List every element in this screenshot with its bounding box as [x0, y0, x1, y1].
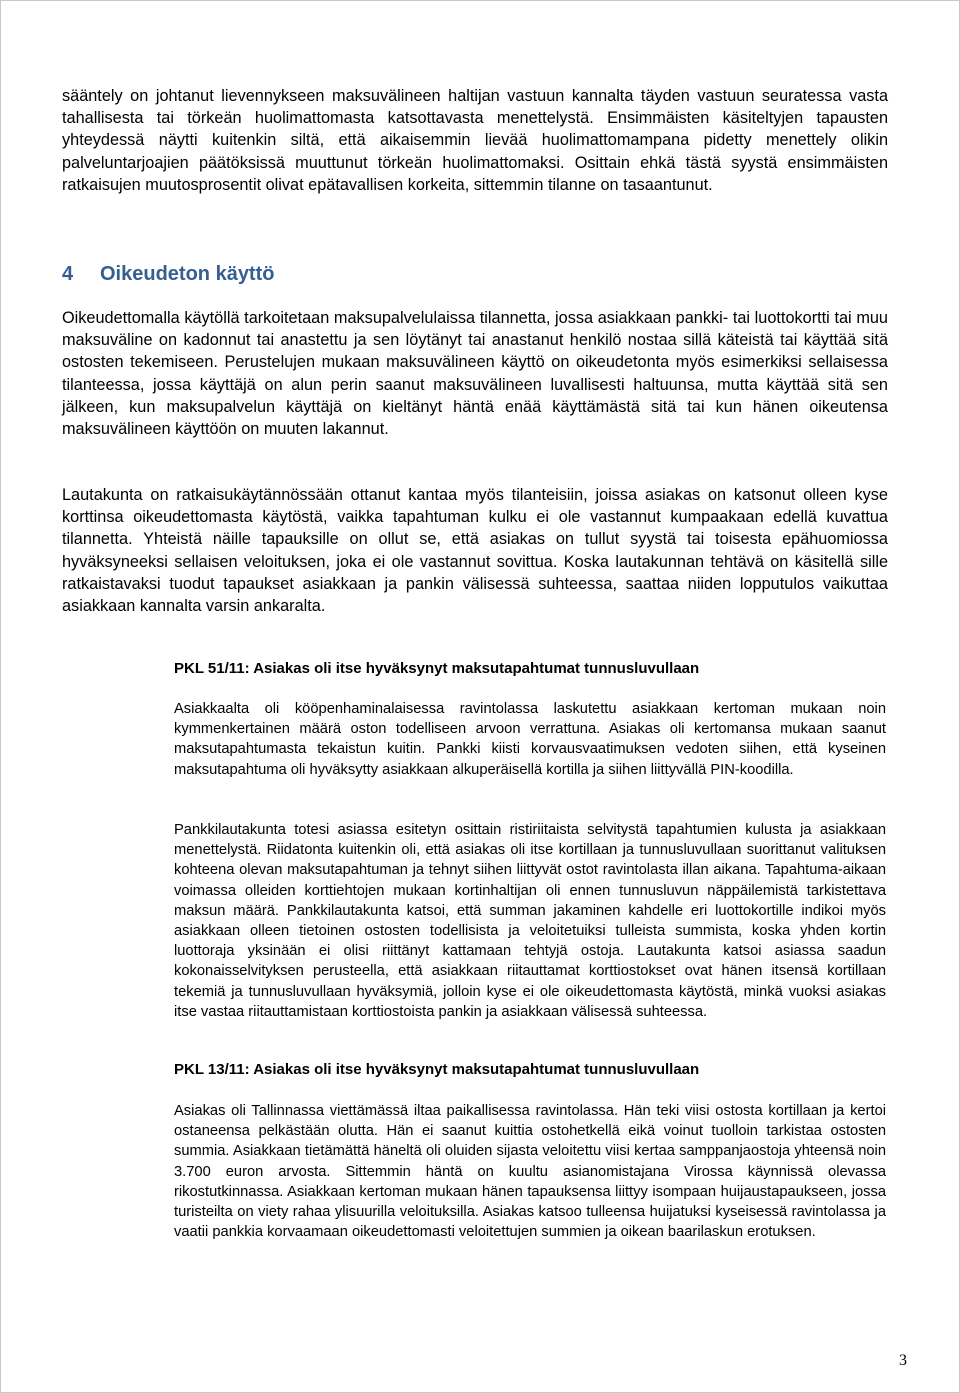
section-number: 4 [62, 263, 74, 285]
section-paragraph-2: Lautakunta on ratkaisukäytännössään ottanut kantaa myös tilanteisiin, joissa asiakas on katsonut olleen kyse korttinsa oikeudettomasta käytöstä, vaikka tapahtuman kulku ei ole vastannut kumpaakaan edellä kuvattua tilannetta. Yhteistä näille tapauksille on ollut se, että asiakas on tullut syystä tai toisesta epähuomiossa hyväksyneeksi sellaisen veloituksen, joka ei ole vastannut sovittua. Koska lautakunnan tehtävä on käsitellä sille ratkaistavaksi tuodut tapaukset asiakkaan ja pankin välisessä suhteessa, saattaa niiden lopputulos vaikuttaa asiakkaan kannalta varsin ankaralta. [62, 486, 888, 616]
case-1-paragraph-2: Pankkilautakunta totesi asiassa esitetyn osittain ristiriitaista selvitystä tapahtumien kulusta ja asiakkaan menettelystä. Riidatonta kuitenkin oli, että asiakas oli itse kortillaan ja tunnusluvullaan suorittanut valituksen kohteena olevan maksutapahtuman ja tehnyt siihen liittyvät ostot ravintolasta illan aikana. Tapahtuma-aikaan voimassa olleiden korttiehtojen mukaan kortinhaltijan oli ennen tunnusluvun näppäilemistä tarkistettava maksun määrä. Pankkilautakunta katsoi, että summan jakaminen kahdelle eri luottokortille indikoi myös asiakkaan olleen tietoinen ostosten todellisista ja veloitetuiksi tulleista summista, koska yhden kortin luottoraja yksinään ei olisi riittänyt kattamaan tehtyjä ostoja. Lautakunta katsoi asiassa saadun kokonaisselvityksen perusteella, että asiakkaan riitauttamat korttiostokset ovat hänen itsensä kortillaan tekemiä ja tunnusluvullaan hyväksymiä, jolloin kyse ei ole oikeudettomasta käytöstä, minkä vuoksi asiakas itse vastaa riitauttamistaan korttiostoista pankin ja asiakkaan välisessä suhteessa. [174, 822, 886, 1020]
section-title: Oikeudeton käyttö [100, 263, 275, 285]
case-1-title: PKL 51/11: Asiakas oli itse hyväksynyt maksutapahtumat tunnusluvullaan [174, 660, 700, 677]
page-number: 3 [899, 1352, 907, 1369]
case-2-title: PKL 13/11: Asiakas oli itse hyväksynyt maksutapahtumat tunnusluvullaan [174, 1061, 700, 1078]
section-heading [62, 261, 888, 287]
section-paragraph-1: Oikeudettomalla käytöllä tarkoitetaan maksupalvelulaissa tilannetta, jossa asiakkaan pankki- tai luottokortti tai muu maksuväline on kadonnut tai anastettu ja sen löytänyt tai anastanut henkilö nostaa sillä käteistä tai käyttää sitä ostosten tekemiseen. Perustelujen mukaan maksuvälineen käyttö on oikeudetonta myös esimerkiksi sellaisessa tilanteessa, jossa käyttäjä on alun perin saanut maksuvälineen luvallisesti haltuunsa, mutta käyttää sitä sen jälkeen, kun maksupalvelun käyttäjä on kieltänyt häntä enää käyttämästä sitä tai kun hänen oikeutensa maksuvälineen käyttöön on muuten lakannut. [62, 309, 888, 439]
intro-paragraph: sääntely on johtanut lievennykseen maksuvälineen haltijan vastuun kannalta täyden vastuun seuratessa vasta tahallisesta tai törkeän huolimattomasta katsottavasta menettelystä. Ensimmäisten käsiteltyjen tapausten yhteydessä näytti kuitenkin siltä, että aikaisemmin lievää huolimattomampana pidetty menettely olikin palveluntarjoajien päätöksissä muuttunut törkeän huolimattomaksi. Osittain ehkä tästä syystä ensimmäisten ratkaisujen muutosprosentit olivat epätavallisen korkeita, sittemmin tilanne on tasaantunut. [62, 87, 888, 194]
case-1-paragraph-1: Asiakkaalta oli kööpenhaminalaisessa ravintolassa laskutettu asiakkaan kertoman mukaan noin kymmenkertainen määrä oston todelliseen arvoon verrattuna. Asiakas oli kertomansa mukaan saanut maksutapahtumasta tekaistun kuitin. Pankki kiisti korvausvaatimuksen vedoten siihen, että kyseinen maksutapahtuma oli hyväksytty asiakkaan alkuperäisellä kortilla ja siihen liittyvällä PIN-koodilla. [174, 701, 886, 778]
case-2-paragraph-1: Asiakas oli Tallinnassa viettämässä iltaa paikallisessa ravintolassa. Hän teki viisi ostosta kortillaan ja kertoi ostaneensa pelkästään olutta. Hän ei saanut kuittia ostohetkellä eikä voinut tuolloin tarkistaa ostosten summia. Asiakkaan tietämättä häneltä oli oluiden sijasta veloitettu viisi kertaa samppanjaostoja yhteensä noin 3.700 euron arvosta. Sittemmin häntä on kuultu asianomistajana Virossa käynnissä olevassa rikostutkinnassa. Asiakkaan kertoman mukaan hänen tapauksensa liittyy isompaan huijaustapaukseen, jossa turisteilta on viety rahaa ylisuurilla veloituksilla. Asiakas katsoo tulleensa huijatuksi kyseisessä ravintolassa ja vaatii pankkia korvaamaan oikeudettomasti veloitettujen summien ja oikean baarilaskun erotuksen. [174, 1103, 886, 1241]
